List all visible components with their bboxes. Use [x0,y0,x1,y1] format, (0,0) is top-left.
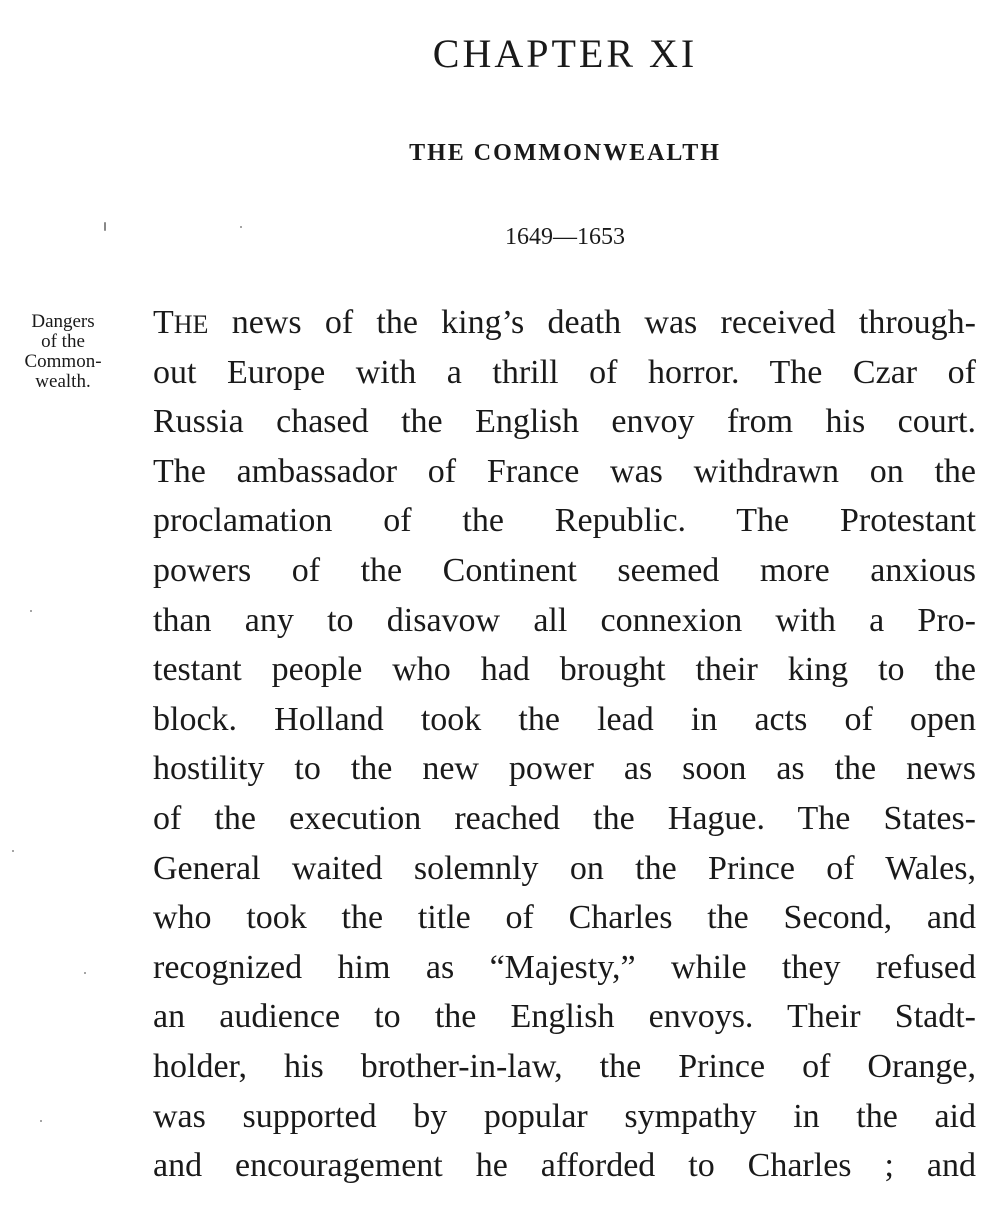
body-paragraph [153,298,976,1191]
scan-speck [12,850,14,852]
text-line: hostility to the new power as soon as the news [153,750,976,788]
text-line: out Europe with a thrill of horror. The Czar of [153,353,976,391]
text-line: was supported by popular sympathy in the aid [153,1097,976,1135]
sidenote-line: of the [41,331,85,352]
text-line: proclamation of the Republic. The Protestant [153,502,976,540]
scan-speck [40,1120,42,1122]
line-text: news of the king’s death was received through- [208,304,976,341]
text-line [153,298,976,348]
sidenote-line: Dangers [31,311,95,332]
text-line: testant people who had brought their king to the [153,651,976,689]
text-line: The ambassador of France was withdrawn on the [153,452,976,490]
chapter-heading: CHAPTER XI [432,31,698,76]
text-line: of the execution reached the Hague. The States- [153,799,976,837]
scan-speck [30,610,32,612]
scan-speck [84,972,86,974]
sidenote [8,312,118,392]
scan-speck [240,226,242,228]
scan-speck [104,222,106,231]
small-caps-word: HE [173,310,209,339]
sidenote-line: Common- [24,351,102,372]
drop-initial: T [153,304,174,341]
text-line: Russia chased the English envoy from his court. [153,403,976,441]
text-line: General waited solemnly on the Prince of Wales, [153,849,976,887]
text-line: recognized him as “Majesty,” while they refused [153,948,976,986]
text-line: and encouragement he afforded to Charles ; and [153,1147,976,1185]
text-line: powers of the Continent seemed more anxious [153,551,976,589]
chapter-dates: 1649—1653 [505,224,625,250]
text-line: than any to disavow all connexion with a Pro- [153,601,976,639]
text-line: an audience to the English envoys. Their Stadt- [153,998,976,1036]
text-line: block. Holland took the lead in acts of open [153,700,976,738]
text-line: who took the title of Charles the Second, and [153,899,976,937]
sidenote-line: wealth. [35,371,91,392]
text-line: holder, his brother-in-law, the Prince of Orange, [153,1047,976,1085]
chapter-title: THE COMMONWEALTH [409,140,721,166]
